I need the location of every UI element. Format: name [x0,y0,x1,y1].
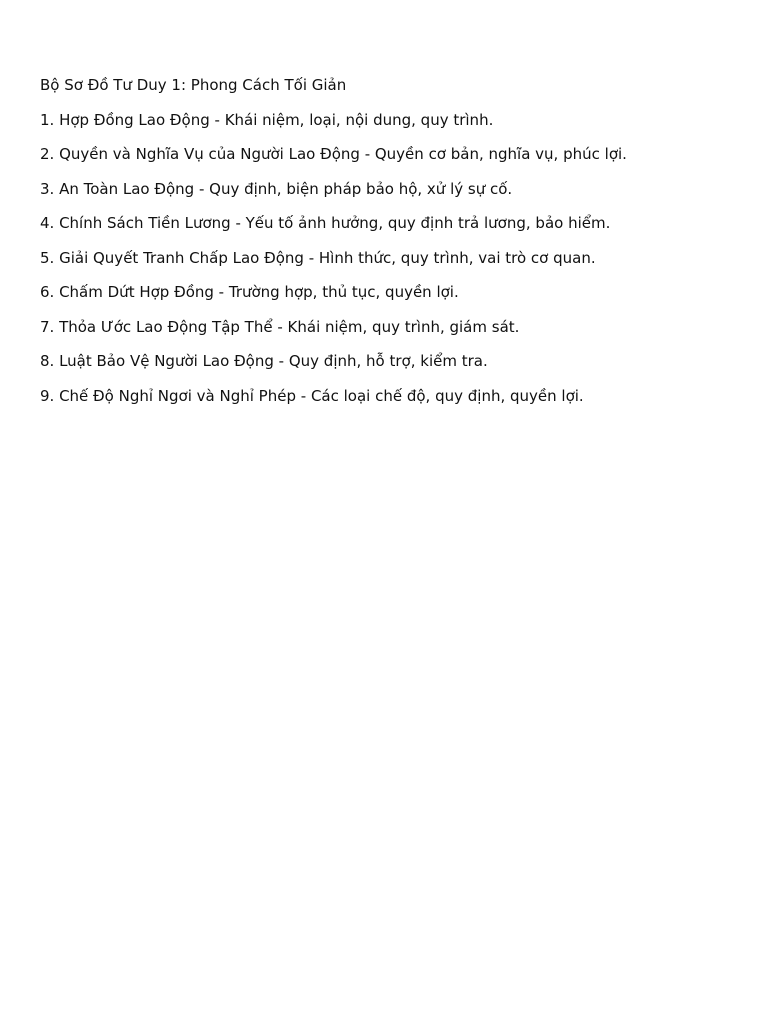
list-item-6: 6. Chấm Dứt Hợp Đồng - Trường hợp, thủ tục, quyền lợi. [40,283,459,301]
topic-list [40,110,740,407]
list-item-3: 3. An Toàn Lao Động - Quy định, biện pháp bảo hộ, xử lý sự cố. [40,179,513,198]
list-item-5: 5. Giải Quyết Tranh Chấp Lao Động - Hình thức, quy trình, vai trò cơ quan. [40,248,596,267]
list-item-7: 7. Thỏa Ước Lao Động Tập Thể - Khái niệm, quy trình, giám sát. [40,317,520,336]
document-content [40,75,740,420]
list-item-8: 8. Luật Bảo Vệ Người Lao Động - Quy định, hỗ trợ, kiểm tra. [40,352,488,370]
list-item-9: 9. Chế Độ Nghỉ Ngơi và Nghỉ Phép - Các loại chế độ, quy định, quyền lợi. [40,386,584,405]
list-item-2: 2. Quyền và Nghĩa Vụ của Người Lao Động - Quyền cơ bản, nghĩa vụ, phúc lợi. [40,145,627,163]
document-title: Bộ Sơ Đồ Tư Duy 1: Phong Cách Tối Giản [40,76,347,94]
list-item-4: 4. Chính Sách Tiền Lương - Yếu tố ảnh hưởng, quy định trả lương, bảo hiểm. [40,214,611,232]
list-item-1: 1. Hợp Đồng Lao Động - Khái niệm, loại, nội dung, quy trình. [40,110,494,129]
